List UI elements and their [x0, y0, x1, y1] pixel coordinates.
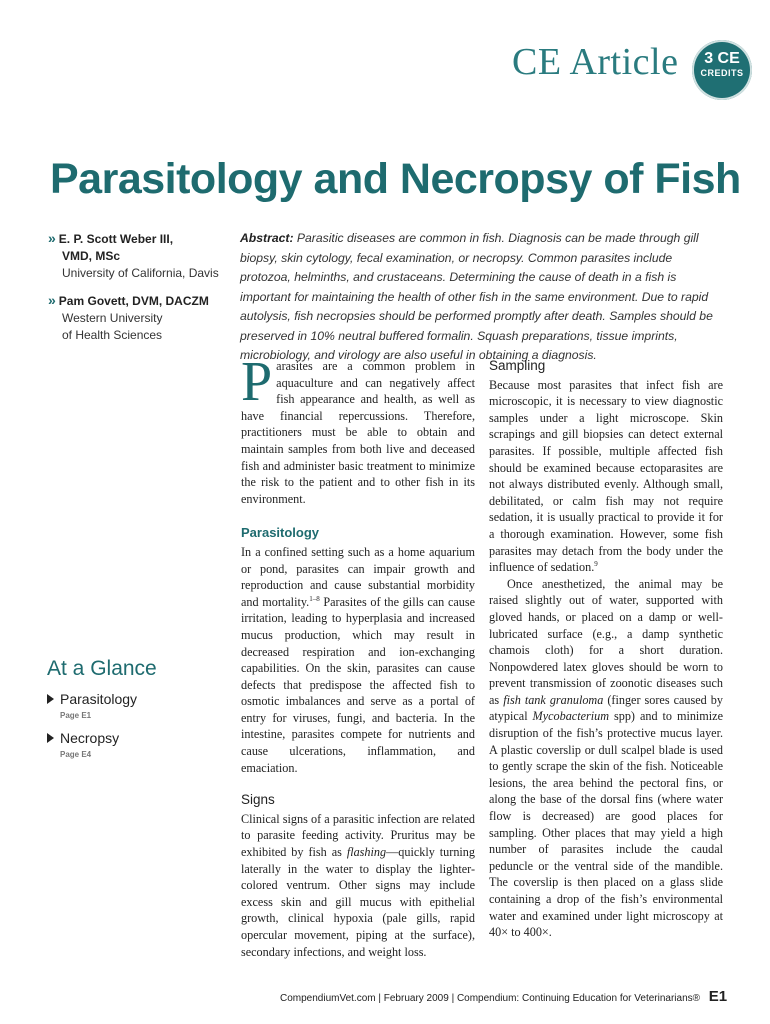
- heading-signs: Signs: [241, 792, 275, 808]
- sampling-text-2a: Once anesthetized, the animal may be raised slightly out of water, supported with gloved hands, or placed on a damp or well-lubricated surface (e.g., a damp synthetic chamois cloth) for a short duration. Nonpowdered latex gloves should be worn to prevent transmission of zoonotic diseases such as: [489, 576, 723, 707]
- badge-label: CREDITS: [700, 68, 744, 78]
- glance-title: At a Glance: [47, 657, 157, 680]
- drop-cap: P: [241, 351, 273, 413]
- section-label: CE Article: [512, 41, 679, 83]
- footer-text: CompendiumVet.com | February 2009 | Compendium: Continuing Education for Veterinarians®: [280, 993, 701, 1004]
- heading-sampling: Sampling: [489, 358, 546, 373]
- ce-credits-badge: [692, 40, 752, 100]
- sampling-text-2c: spp) and to minimize disruption of the fish’s protective mucus layer. A plastic coverslip or dull scalpel blade is used to gently scrape the skin of the fish. Noticeable lesions, the area behind the pectoral fins, or along the base of the dorsal fins (where water flow is decreased) are good places for sampling. Other places that may yield a high number of parasites include the caudal peduncle or the ventral side of the mandible. The coverslip is then placed on a glass slide containing a drop of the fish’s environmental water and examined under light microscopy at 40× to 400×.: [489, 709, 723, 940]
- author-affiliation: Western University: [62, 311, 163, 325]
- sampling-emphasis-1: fish tank granuloma: [503, 692, 604, 707]
- glance-item-necropsy[interactable]: [47, 730, 217, 759]
- glance-item-parasitology[interactable]: [47, 691, 217, 720]
- abstract-label: Abstract:: [240, 231, 294, 245]
- sampling-paragraph-2: [489, 576, 723, 941]
- author-affiliation-2: of Health Sciences: [62, 328, 163, 342]
- column-left: [241, 351, 476, 960]
- abstract-text: Parasitic diseases are common in fish. Diagnosis can be made through gill biopsy, skin cytology, fecal examination, or necropsy. Common parasites include protozoa, helminths, and crustaceans. Determining the cause of death in a fish is important for maintaining the health of other fish in the same environment. Due to rapid autolysis, fish necropsies should be performed promptly after death. Samples should be preserved in 10% neutral buffered formalin. Squash preparations, tissue imprints, microbiology, and virology are also useful in obtaining a diagnosis.: [240, 231, 713, 362]
- signs-emphasis: flashing: [346, 845, 387, 860]
- triangle-right-icon: [47, 733, 54, 743]
- glance-item-page: Page E1: [60, 711, 92, 720]
- chevron-icon: »: [48, 230, 56, 246]
- abstract: [240, 229, 726, 366]
- citation-ref: 1–8: [309, 594, 320, 603]
- author-affiliation: University of California, Davis: [62, 266, 219, 280]
- triangle-right-icon: [47, 694, 54, 704]
- sampling-text-1: Because most parasites that infect fish are microscopic, it is necessary to view diagnostic samples under a light microscope. Skin scrapings and gill biopsies can detect external parasites. If possible, multiple affected fish should be examined because ectoparasites are not always distributed evenly. Although small, debilitated, or calm fish may not require sedation, it is usually practical to provide it for a thorough examination. However, some fish parasites may detach from the body under the influence of sedation.: [489, 377, 723, 575]
- parasitology-text-b: Parasites of the gills can cause irritation, leading to hyperplasia and increased mucus production, which may result in decreased respiration and ion-exchanging capabilities. On the skin, parasites can cause defects that predispose the affected fish to osmotic imbalances and serve as a portal of entry for viruses, fungi, and bacteria. In the intestine, parasites compete for nutrients and cause ulcerations, inflammation, and emaciation.: [241, 594, 476, 775]
- author-name: E. P. Scott Weber III,: [58, 232, 174, 246]
- parasitology-text-a: In a confined setting such as a home aquarium or pond, parasites can impair growth and reproduction and cause substantial morbidity and mortality.: [241, 544, 475, 609]
- signs-text-a: Clinical signs of a parasitic infection are related to parasite feeding activity. Pruritus may be exhibited by fish as: [241, 811, 475, 860]
- glance-item-label: Parasitology: [60, 691, 138, 707]
- glance-item-label: Necropsy: [60, 730, 120, 746]
- intro-paragraph: [241, 351, 475, 507]
- page-footer: [280, 988, 727, 1005]
- parasitology-paragraph: [241, 544, 475, 776]
- page-number: E1: [708, 988, 728, 1005]
- glance-item-page: Page E4: [60, 750, 92, 759]
- article-title: Parasitology and Necropsy of Fish: [50, 155, 741, 203]
- column-right: [489, 358, 723, 941]
- sampling-emphasis-2: Mycobacterium: [532, 709, 610, 724]
- sampling-paragraph-1: [489, 377, 723, 576]
- signs-text-b: —quickly turning laterally in the water to display the lighter-colored ventrum. Other signs may include excess skin and gill mucus with epithelial growth, clinical hypoxia (pale gills, rapid opercular movement, piping at the surface), secondary infections, and weight loss.: [241, 845, 475, 959]
- badge-number: 3 CE: [704, 50, 740, 67]
- chevron-icon: »: [48, 292, 56, 308]
- author-credentials: VMD, MSc: [62, 249, 121, 263]
- signs-paragraph: [241, 811, 475, 960]
- heading-parasitology: Parasitology: [241, 525, 320, 541]
- author-weber: [48, 230, 219, 282]
- citation-ref: 9: [594, 560, 598, 569]
- at-a-glance: [47, 657, 217, 769]
- author-govett: [48, 292, 209, 344]
- author-name: Pam Govett, DVM, DACZM: [58, 294, 209, 308]
- intro-text: arasites are a common problem in aquaculture and can negatively affect fish appearance and health, as well as have financial repercussions. Therefore, practitioners must be able to obtain and maintain samples from both live and deceased fish and administer basic treatment to minimize the risk to the patient and to other fish in its environment.: [241, 359, 475, 506]
- sampling-text-2b: (finger sores caused by atypical: [489, 692, 723, 724]
